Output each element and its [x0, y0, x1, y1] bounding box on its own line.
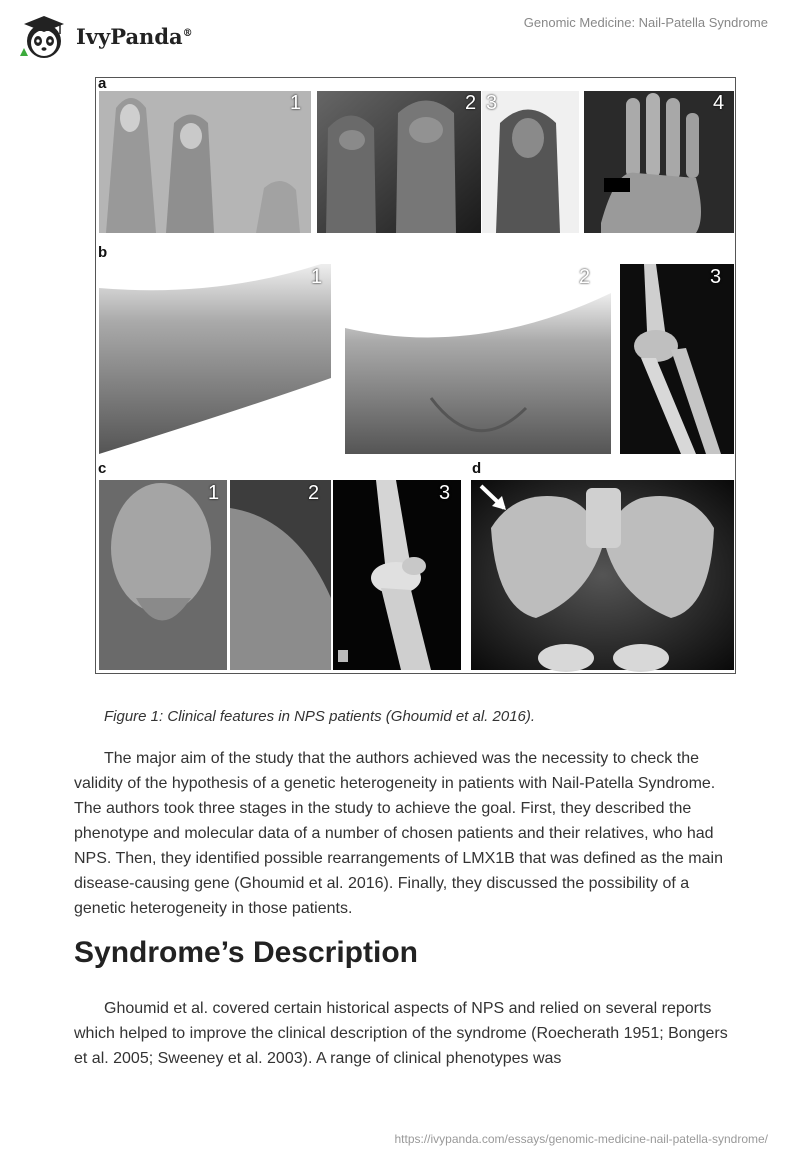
- figure-caption: Figure 1: Clinical features in NPS patients (Ghoumid et al. 2016).: [104, 708, 536, 725]
- figure-row-label-a: a: [98, 75, 107, 92]
- body-paragraph-1: The major aim of the study that the authors achieved was the necessity to check the validity of the hypothesis of a genetic heterogeneity in patients with Nail-Patella Syndrome. The authors took three stages in the study to achieve the goal. First, they described the phenotype and molecular data of a number of chosen patients and their relatives, who had NPS. Then, they identified possible rearrangements of LMX1B that was defined as the main disease-causing gene (Ghoumid et al. 2016). Finally, they discussed the possibility of a genetic heterogeneity in those patients.: [74, 750, 723, 917]
- ivypanda-logo[interactable]: [16, 8, 206, 64]
- figure-number-b1: 1: [311, 266, 323, 288]
- figure-number-c1: 1: [208, 482, 220, 504]
- figure-number-a4: 4: [713, 92, 725, 114]
- panel-d: [471, 480, 734, 672]
- footer-source-url[interactable]: https://ivypanda.com/essays/genomic-medicine-nail-patella-syndrome/: [394, 1132, 768, 1146]
- header-essay-title: Genomic Medicine: Nail-Patella Syndrome: [523, 15, 768, 30]
- figure-number-a3: 3: [486, 92, 498, 114]
- panel-b3: [620, 264, 734, 454]
- panel-c2: [230, 480, 331, 670]
- figure-image: [96, 78, 737, 675]
- panel-b2: [345, 264, 611, 454]
- panel-c1: [99, 480, 227, 670]
- figure-number-b3: 3: [710, 266, 722, 288]
- figure-number-c2: 2: [308, 482, 320, 504]
- figure-number-a1: 1: [290, 92, 302, 114]
- clinical-features-figure: [95, 77, 736, 674]
- panel-c3: [333, 480, 461, 670]
- figure-row-label-c: c: [98, 460, 107, 477]
- panda-graduate-icon: [16, 8, 72, 64]
- panel-a2: [317, 91, 481, 233]
- panel-a4: [584, 91, 734, 233]
- figure-row-label-d: d: [472, 460, 482, 477]
- body-paragraph-2: Ghoumid et al. covered certain historical aspects of NPS and relied on several reports which helped to improve the clinical description of the syndrome (Roecherath 1951; Bongers et al. 2005; Sweeney et al. 2003). A range of clinical phenotypes was: [74, 1000, 728, 1067]
- figure-number-a2: 2: [465, 92, 477, 114]
- panel-b1: [99, 264, 331, 454]
- panel-a1: [99, 91, 311, 233]
- section-heading: Syndrome’s Description: [74, 936, 418, 969]
- figure-row-label-b: b: [98, 244, 108, 261]
- figure-number-b2: 2: [579, 266, 591, 288]
- page-header: [0, 0, 800, 70]
- brand-name: IvyPanda®: [76, 23, 193, 49]
- figure-number-c3: 3: [439, 482, 451, 504]
